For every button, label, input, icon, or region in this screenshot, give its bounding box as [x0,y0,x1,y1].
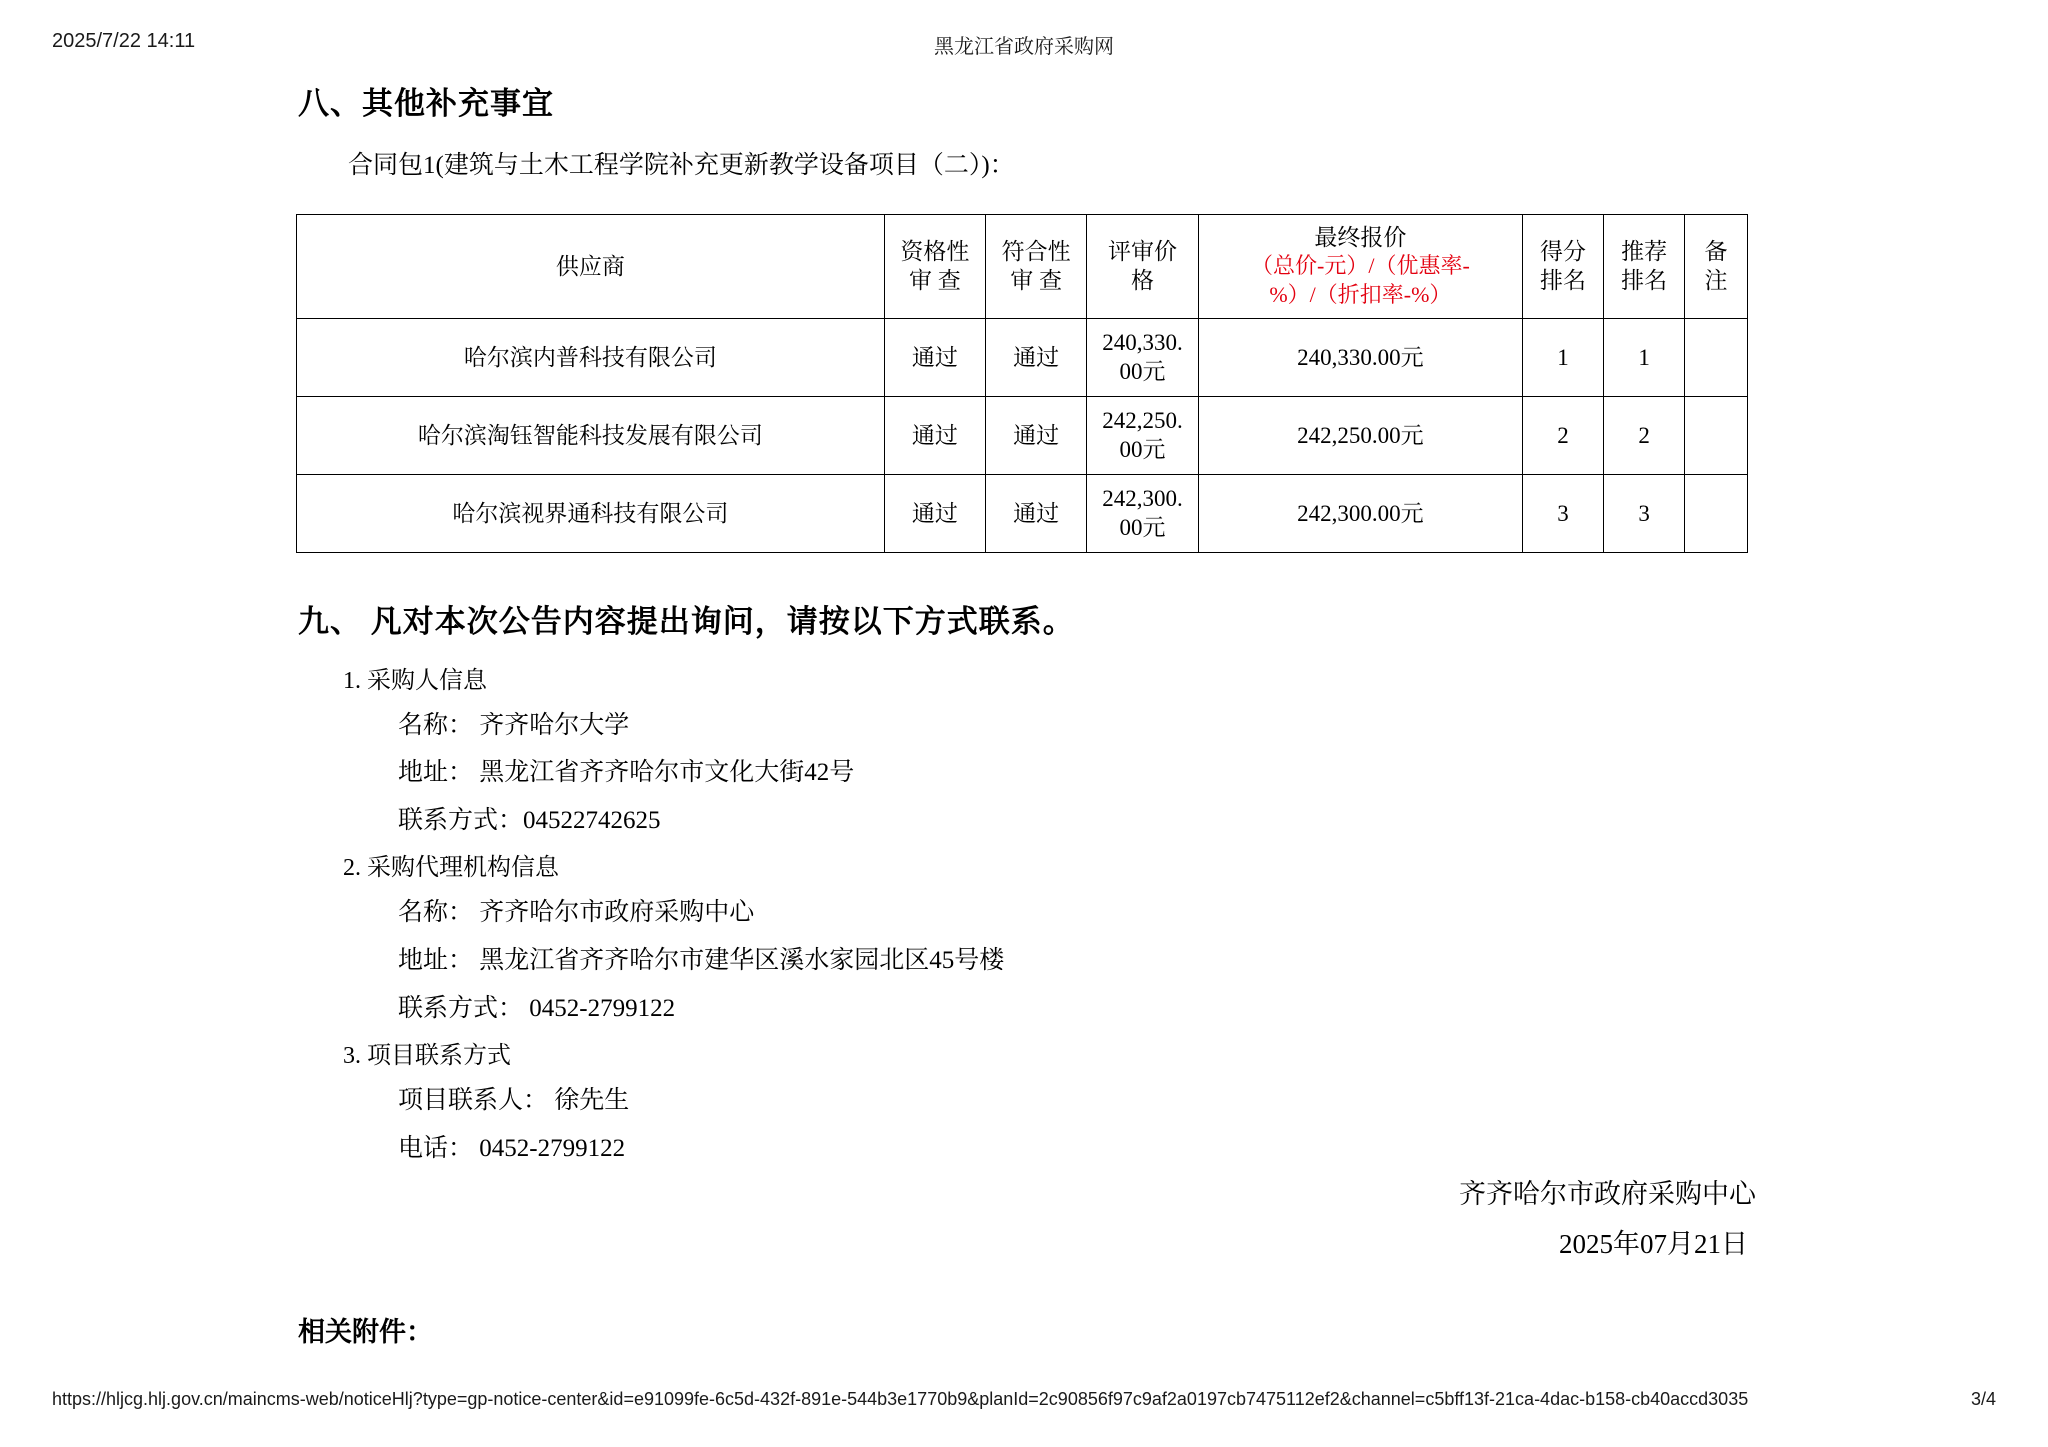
cell-qualification: 通过 [884,397,985,475]
cell-conformity: 通过 [986,319,1087,397]
signature-date: 2025年07月21日 [1559,1229,1748,1259]
col-score-rank: 得分 排名 [1523,215,1604,319]
agency-heading: 2. 采购代理机构信息 [343,855,559,881]
table-header-row [297,215,1748,319]
site-title: 黑龙江省政府采购网 [934,36,1114,58]
col-qualification: 资格性 审 查 [884,215,985,319]
cell-supplier: 哈尔滨淘钰智能科技发展有限公司 [297,397,885,475]
project-contact-phone: 电话： 0452-2799122 [398,1135,626,1162]
page-number: 3/4 [1970,1389,1996,1409]
section-eight-heading: 八、其他补充事宜 [298,86,554,121]
cell-qualification: 通过 [884,319,985,397]
table-row [297,397,1748,475]
agency-name: 名称： 齐齐哈尔市政府采购中心 [398,899,755,926]
cell-score-rank: 1 [1523,319,1604,397]
cell-score-rank: 3 [1523,475,1604,553]
agency-address: 地址： 黑龙江省齐齐哈尔市建华区溪水家园北区45号楼 [398,947,1005,974]
package-line: 合同包1(建筑与土木工程学院补充更新教学设备项目（二）)： [348,152,1015,179]
bid-result-table [296,214,1748,553]
cell-recommend-rank: 2 [1604,397,1685,475]
bid-result-table-wrapper [296,214,1748,553]
cell-conformity: 通过 [986,397,1087,475]
cell-final-price: 242,250.00元 [1198,397,1522,475]
section-nine-heading: 九、 凡对本次公告内容提出询问，请按以下方式联系。 [298,604,1075,639]
project-contact-heading: 3. 项目联系方式 [343,1043,511,1069]
col-conformity: 符合性 审 查 [986,215,1087,319]
cell-conformity: 通过 [986,475,1087,553]
col-note: 备 注 [1685,215,1748,319]
purchaser-phone: 联系方式：04522742625 [398,807,661,834]
cell-recommend-rank: 1 [1604,319,1685,397]
attachments-title: 相关附件： [298,1317,433,1347]
col-eval-price: 评审价 格 [1087,215,1198,319]
cell-note [1685,397,1748,475]
print-header [0,30,2048,58]
purchaser-address: 地址： 黑龙江省齐齐哈尔市文化大街42号 [398,759,855,786]
cell-score-rank: 2 [1523,397,1604,475]
source-url: https://hljcg.hlj.gov.cn/maincms-web/noticeHlj?type=gp-notice-center&id=e91099fe-6c5d-432f-891e-544b3e1770b9&planId=2c90856f97c9af2a0197cb7475112ef2&channel=c5bff13f-21ca-4dac-b158-cb40accd3035 [52,1389,1749,1409]
print-date: 2025/7/22 14:11 [52,30,196,52]
signature-organization: 齐齐哈尔市政府采购中心 [1459,1179,1756,1209]
purchaser-name: 名称： 齐齐哈尔大学 [398,712,630,739]
table-row [297,319,1748,397]
agency-phone: 联系方式： 0452-2799122 [398,995,676,1022]
cell-note [1685,319,1748,397]
cell-eval-price: 242,250. 00元 [1087,397,1198,475]
print-footer [0,1389,2048,1415]
project-contact-person: 项目联系人： 徐先生 [398,1087,630,1114]
cell-supplier: 哈尔滨内普科技有限公司 [297,319,885,397]
cell-supplier: 哈尔滨视界通科技有限公司 [297,475,885,553]
cell-note [1685,475,1748,553]
table-row [297,475,1748,553]
col-recommend-rank: 推荐 排名 [1604,215,1685,319]
col-final-price: 最终报价 （总价-元）/（优惠率- %）/（折扣率-%） [1198,215,1522,319]
cell-recommend-rank: 3 [1604,475,1685,553]
cell-eval-price: 240,330. 00元 [1087,319,1198,397]
cell-final-price: 240,330.00元 [1198,319,1522,397]
cell-qualification: 通过 [884,475,985,553]
purchaser-heading: 1. 采购人信息 [343,668,487,694]
cell-final-price: 242,300.00元 [1198,475,1522,553]
col-supplier: 供应商 [297,215,885,319]
cell-eval-price: 242,300. 00元 [1087,475,1198,553]
